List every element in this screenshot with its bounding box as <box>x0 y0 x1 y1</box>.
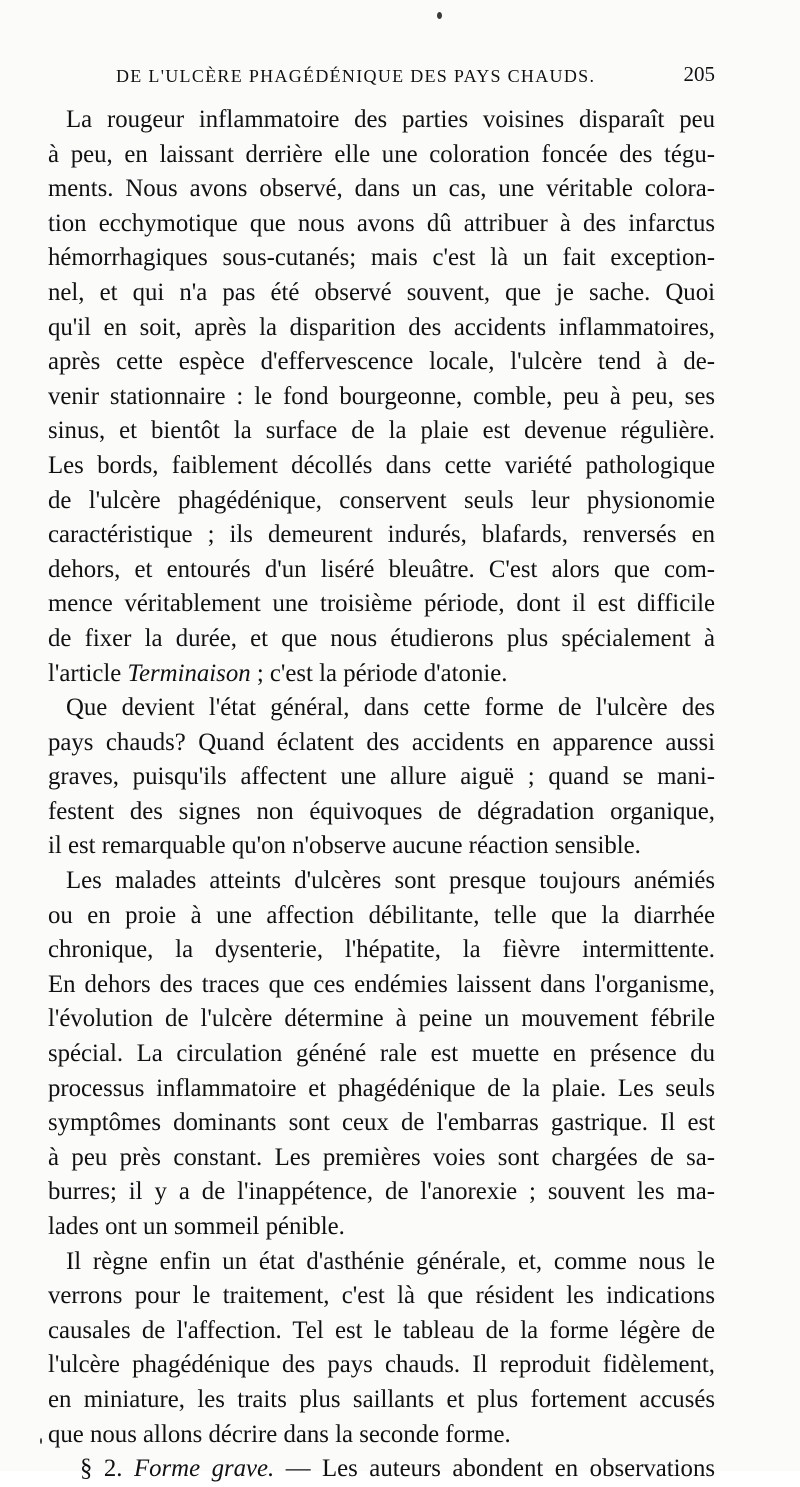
text-line: En dehors des traces que ces endémies laissent dans l'organisme, <box>48 970 715 998</box>
text-line: en miniature, les traits plus saillants et plus fortement accusés <box>48 1385 715 1413</box>
text-line: mence véritablement une troisième période, dont il est difficile <box>48 590 715 618</box>
text-line: à peu près constant. Les premières voies sont chargées de sa- <box>48 1143 715 1171</box>
text-line: venir stationnaire : le fond bourgeonne, comble, peu à peu, ses <box>48 382 715 410</box>
text-line: verrons pour le traitement, c'est là que résident les indications <box>48 1282 715 1310</box>
section-number: § 2. <box>80 1455 123 1483</box>
text-line: que nous allons décrire dans la seconde forme. <box>48 1420 511 1448</box>
ink-spot <box>437 12 442 19</box>
text-line: pays chauds? Quand éclatent des accidents en apparence aussi <box>48 728 715 756</box>
text-line: à peu, en laissant derrière elle une coloration foncée des tégu- <box>48 140 715 168</box>
text-line: processus inflammatoire et phagédénique de la plaie. Les seuls <box>48 1074 715 1102</box>
text-line: festent des signes non équivoques de dégradation organique, <box>48 797 715 825</box>
text-line: chronique, la dysenterie, l'hépatite, la fièvre intermittente. <box>48 936 715 964</box>
section-title: Forme grave. <box>133 1455 275 1483</box>
running-title: DE L'ULCÈRE PHAGÉDÉNIQUE DES PAYS CHAUDS. <box>116 66 596 86</box>
text-line: sinus, et bientôt la surface de la plaie est devenue régulière. <box>48 417 715 445</box>
text-line: Que devient l'état général, dans cette forme de l'ulcère des <box>66 694 715 722</box>
text-line: hémorrhagiques sous-cutanés; mais c'est là un fait exception- <box>48 244 715 272</box>
article-suffix: ; c'est la période d'atonie. <box>250 659 508 687</box>
text-line: de l'ulcère phagédénique, conservent seuls leur physionomie <box>48 486 715 514</box>
text-line: il est remarquable qu'on n'observe aucune réaction sensible. <box>48 832 641 860</box>
text-line: caractéristique ; ils demeurent indurés, blafards, renversés en <box>48 521 715 549</box>
text-line: symptômes dominants sont ceux de l'embarras gastrique. Il est <box>48 1109 715 1137</box>
text-line: lades ont un sommeil pénible. <box>48 1213 345 1240</box>
text-line: Les malades atteints d'ulcères sont presque toujours anémiés <box>66 867 715 895</box>
article-prefix: l'article <box>48 659 128 687</box>
article-title: Terminaison <box>127 659 251 687</box>
text-line: nel, et qui n'a pas été observé souvent, que je sache. Quoi <box>48 278 715 306</box>
text-line: après cette espèce d'effervescence locale, l'ulcère tend à de- <box>48 348 715 376</box>
text-line: La rougeur inflammatoire des parties voisines disparaît peu <box>66 106 715 133</box>
section-heading <box>48 1452 715 1487</box>
text-line-article <box>48 657 715 692</box>
text-line: spécial. La circulation généné rale est muette en présence du <box>48 1040 715 1068</box>
running-head <box>50 62 715 92</box>
text-line: de fixer la durée, et que nous étudierons plus spécialement à <box>48 624 715 652</box>
text-line: dehors, et entourés d'un liséré bleuâtre. C'est alors que com- <box>48 555 715 583</box>
text-line: l'évolution de l'ulcère détermine à peine un mouvement fébrile <box>48 1005 715 1033</box>
text-line: ments. Nous avons observé, dans un cas, une véritable colora- <box>48 175 715 203</box>
body-text <box>48 103 715 1487</box>
text-line: Les bords, faiblement décollés dans cette variété pathologique <box>48 451 715 479</box>
text-line: graves, puisqu'ils affectent une allure aiguë ; quand se mani- <box>48 763 715 791</box>
text-line: ou en proie à une affection débilitante, telle que la diarrhée <box>48 901 715 929</box>
text-line: qu'il en soit, après la disparition des accidents inflammatoires, <box>48 313 715 341</box>
page-number: 205 <box>683 62 715 86</box>
text-line: tion ecchymotique que nous avons dû attribuer à des infarctus <box>48 209 715 237</box>
text-line: burres; il y a de l'inappétence, de l'anorexie ; souvent les ma- <box>48 1178 715 1206</box>
text-line: Il règne enfin un état d'asthénie générale, et, comme nous le <box>66 1247 715 1275</box>
section-text: — Les auteurs abondent en observations <box>274 1455 716 1483</box>
text-line: l'ulcère phagédénique des pays chauds. Il reproduit fidèlement, <box>48 1351 715 1379</box>
text-line: causales de l'affection. Tel est le tableau de la forme légère de <box>48 1316 715 1344</box>
ink-mark <box>40 1438 42 1444</box>
